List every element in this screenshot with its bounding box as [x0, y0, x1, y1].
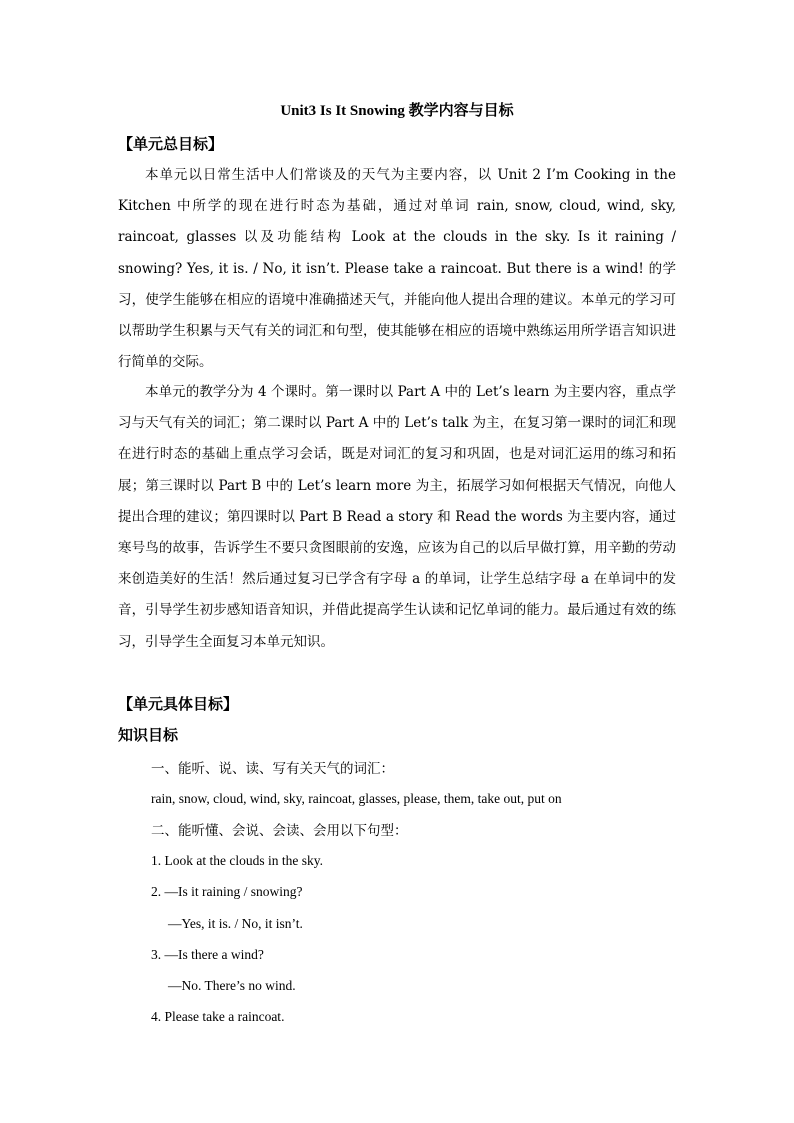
- weather-vocabulary-list: rain, snow, cloud, wind, sky, raincoat, glasses, please, them, take out, put on: [151, 791, 562, 806]
- sentence-2-answer: —Yes, it is. / No, it isn’t.: [168, 916, 303, 931]
- unit-overall-goal-heading: 【单元总目标】: [118, 135, 224, 153]
- knowledge-item-2-title: 二、能听懂、会说、会读、会用以下句型：: [151, 823, 408, 839]
- sentence-1: 1. Look at the clouds in the sky.: [151, 853, 323, 868]
- sentence-3-answer: —No. There’s no wind.: [168, 978, 296, 993]
- knowledge-item-1-title: 一、能听、说、读、写有关天气的词汇：: [151, 761, 394, 777]
- sentence-4: 4. Please take a raincoat.: [151, 1009, 285, 1024]
- sentence-2: 2. —Is it raining / snowing?: [151, 884, 303, 899]
- overall-paragraph-1: 本单元以日常生活中人们常谈及的天气为主要内容，以 Unit 2 I’m Cooking in the Kitchen 中所学的现在进行时态为基础，通过对单词 rain, snow, cloud, wind, sky, raincoat, glasses 以及功能结构 Look at the clouds in the sky. Is it raining / snowing? Yes, it is. / No, it isn’t. Please take a raincoat. But there is a wind! 的学习，使学生能够在相应的语境中准确描述天气，并能向他人提出合理的建议。本单元的学习可以帮助学生积累与天气有关的词汇和句型，使其能够在相应的语境中熟练运用所学语言知识进行简单的交际。: [118, 167, 676, 371]
- sentence-3: 3. —Is there a wind?: [151, 947, 264, 962]
- overall-paragraph-2: 本单元的教学分为 4 个课时。第一课时以 Part A 中的 Let’s learn 为主要内容，重点学习与天气有关的词汇；第二课时以 Part A 中的 Let’s talk 为主，在复习第一课时的词汇和现在进行时态的基础上重点学习会话，既是对词汇的复习和巩固，也是对词汇运用的练习和拓展；第三课时以 Part B 中的 Let’s learn more 为主，拓展学习如何根据天气情况，向他人提出合理的建议；第四课时以 Part B Read a story 和 Read the words 为主要内容，通过寒号鸟的故事，告诉学生不要只贪图眼前的安逸，应该为自己的以后早做打算，用辛勤的劳动来创造美好的生活！然后通过复习已学含有字母 a 的单词，让学生总结字母 a 在单词中的发音，引导学生初步感知语音知识，并借此提高学生认读和记忆单词的能力。最后通过有效的练习，引导学生全面复习本单元知识。: [118, 384, 676, 650]
- document-title: Unit3 Is It Snowing 教学内容与目标: [280, 103, 514, 119]
- unit-specific-goal-heading: 【单元具体目标】: [118, 695, 239, 713]
- knowledge-goal-heading: 知识目标: [118, 726, 179, 744]
